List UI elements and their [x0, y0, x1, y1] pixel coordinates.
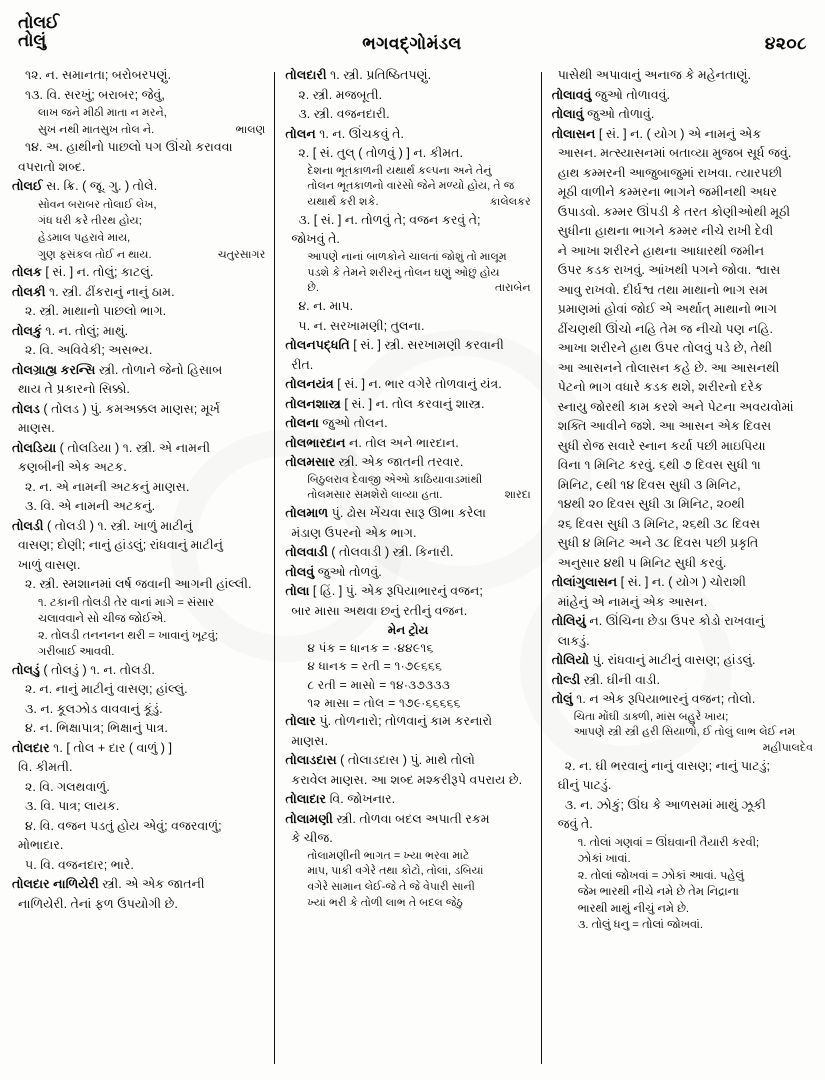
entry-headword: તોલિયું	[551, 614, 586, 628]
entry-sense: ૨. [ સં. તુલ્ ( તોળવું ) ] ન. કીમત.	[298, 146, 463, 160]
entry-continuation: વિના ૧ મિનિટ કરવું. ૬થી ૭ દિવસ સુધી ૧ા	[557, 458, 761, 472]
entry-continuation: માંહેનું એ નામનું એક આસન.	[557, 594, 708, 609]
dictionary-entry	[285, 563, 530, 582]
entry-continuation: ઉપાડવો. કમ્મર ઊંપડી કે તરત કોણીઓથી મૂઠી	[557, 204, 791, 219]
quote-text: તોલામણીની ભાગત = ખ્યા ભરવા માટે	[307, 849, 470, 862]
entry-continuation: મંડાણ ઉપરનો એક ભાગ.	[291, 525, 417, 540]
entry-continuation: કરાવેલ માણસ. આ શબ્દ મશ્કરીરૂપે વપરાય છે.	[291, 772, 523, 787]
quote-text: આપણે નાનાં બાળકોને ચાલતાં જોશું તો માલૂમ	[307, 250, 507, 263]
dictionary-entry	[12, 517, 265, 536]
entry-subsense: ૧. તોલાં ગણવાં = ઊંઘવાની તૈયારી કરવી;	[577, 836, 760, 849]
entry-definition: ( તોલડિયા ) ૧. સ્ત્રી. એ નામની	[56, 440, 211, 455]
entry-subsense: ૨. તોલડી તનનનન થરી = ખાવાનું ખૂટવું;	[38, 629, 219, 642]
measure-table-title: મેન ટ્રોય	[387, 623, 429, 637]
entry-definition: પું. રાંધવાનું માટીનું વાસણ; હાંડલું.	[589, 653, 756, 667]
entry-continuation: મોભાદાર.	[18, 838, 64, 853]
entry-definition: [ સં. ] ન. તોલ કરવાનું શાસ્ત્ર.	[340, 396, 485, 411]
citation-quote	[552, 741, 813, 757]
entry-continuation: સુધી ૪ મિનિટ અને ૩૮ દિવસ પછી પ્રકૃતિ	[557, 536, 759, 550]
quote-text: છે.	[307, 282, 319, 295]
dictionary-entry	[285, 453, 530, 472]
citation-quote	[285, 864, 530, 880]
entry-sense: ૨. વિ. ગલથવાળું.	[25, 779, 110, 794]
entry-definition: ૧. ન. તોલું; માથું.	[41, 323, 129, 338]
entry-continuation: ઘીનું પાટડું.	[557, 778, 612, 793]
subsense-continuation: ગરીબાઈ આવવી.	[38, 646, 115, 659]
entry-headword: તોલકી	[12, 284, 46, 299]
entry-definition: [ સં. ] સ્ત્રી. સરખામણી કરવાની	[349, 338, 504, 352]
running-head-left	[18, 14, 59, 51]
citation-quote	[285, 250, 530, 266]
dictionary-entry	[12, 322, 265, 341]
entry-subsense: ૩. તોલું ધનુ = તોલાં જોખવાં.	[577, 919, 704, 932]
entry-continuation: માણસ.	[18, 421, 55, 436]
entry-headword: તોલડું	[12, 662, 40, 677]
entry-headword: તોલાવવું	[551, 87, 592, 102]
verse-text: ગંધ ધરી કરે તીરથ હોય;	[38, 215, 142, 228]
entry-definition: વિ. જોખનાર.	[326, 792, 396, 807]
dictionary-entry	[12, 739, 265, 758]
entry-continuation: મિનિટ, ૯થી ૧૪ દિવસ સુધી ૩ મિનિટ,	[557, 477, 741, 492]
quote-text: બિઠુલરાવ દેવાજી એઓ કાઠિયાવાડમાંથી	[307, 473, 483, 486]
quote-text: માપ, પાકી વગેરે તથા કોટો, તોલાં, ડબિયાં	[307, 865, 484, 878]
entry-subsense: ૨. તોલાં જોખવાં = ઝોકાં આવાં. પહેલું	[577, 869, 745, 882]
dictionary-entry	[285, 434, 530, 453]
entry-sense: ૩. ન. ઝોકું; ઊંઘ કે આળસમાં માથું ઝૂકી	[564, 797, 766, 812]
citation-source: ચતુરસાગર	[217, 248, 266, 261]
quote-text: પડશે કે તેમને શરીરનું તોલન ઘણું ઓછું હોય	[307, 266, 500, 279]
entry-sense: ૩. વિ. એ નામની અટકનું.	[25, 499, 156, 514]
verse-line	[12, 230, 265, 247]
verse-text: સોવન બરાબર તોલાઈ લેખ,	[38, 198, 157, 211]
entry-headword: તોલડી	[12, 518, 44, 533]
dictionary-entry	[552, 651, 813, 670]
subsense-continuation: ઝોકાં ખાવાં.	[577, 853, 631, 866]
entry-continuation: નાળિયેરી. તેનાં ફળ ઉપયોગી છે.	[18, 896, 178, 911]
entry-definition: ૧. [ તોલ + દાર ( વાળું ) ]	[49, 740, 172, 755]
entry-definition: [ સં. ] ન. ( યોગ ) એ નામનું એક	[595, 126, 762, 141]
dictionary-entry	[552, 671, 813, 690]
citation-quote	[285, 896, 530, 912]
dictionary-entry	[285, 336, 530, 355]
quote-text: યથાર્થ કરી શકે.	[307, 196, 379, 208]
entry-definition: સ્ત્રી. તોળાને જેનો હિસાબ	[95, 362, 223, 377]
entry-continuation: જોખવું તે.	[291, 232, 340, 247]
entry-definition: સ્ત્રી. એ એક જાતની	[98, 877, 205, 892]
quote-text: તોલમસાર સમશેરો લાવ્યા હતા.	[307, 489, 443, 502]
dictionary-entry	[285, 414, 530, 433]
entry-continuation: વાસણ; દોણી; નાનું હાંડલું; રાંધવાનું માટીનું	[18, 538, 223, 553]
entry-sense: ૫. ન. સરખામણી; તુલના.	[298, 318, 425, 333]
quote-text: ચિતા મોંઘી ડાક્ળી, માંસ બહુરે ખાય;	[573, 710, 729, 723]
dictionary-entry	[285, 375, 530, 394]
entry-headword: તોલનશાસ્ત્ર	[285, 396, 341, 411]
entry-continuation: પેટનો ભાગ વધારે કડક થશે, શરીરનો દરેક	[557, 380, 763, 394]
entry-definition: ન. ઊંચિના છેડા ઉપર કોડો રાખવાનું	[585, 614, 765, 628]
entry-definition: સ્ત્રી. ઘીની વાડી.	[580, 672, 661, 687]
entry-definition: ૧. સ્ત્રી. પ્રતિષ્ઠિતપણું.	[326, 68, 432, 82]
entry-definition: ૧. સ્ત્રી. ઢીંકરાનું નાનું ઠામ.	[45, 284, 175, 299]
entry-definition: ન. તોલ અને ભારદાન.	[345, 435, 459, 450]
quote-text: આપણે સ્ત્રી સ્ત્રી હરી સિયાળો, ઈ તોલું લાભ લેઈ નમ	[573, 726, 796, 739]
dictionary-entry	[285, 582, 530, 601]
dictionary-entry	[285, 125, 530, 144]
text-column-1	[12, 66, 274, 1068]
entry-subsense: ૧. ટકાની તોલડી તેર વાનાં માગે = સંસાર	[38, 596, 215, 609]
running-head-first-word: તોલઈ	[18, 13, 59, 32]
quote-text: વગેરે સામાન લેઈ-જે તે જે વેપારી સાની	[307, 881, 475, 894]
citation-source: મહીપાલદેવ	[762, 742, 813, 754]
entry-continuation: આ આસનને તોલાસન કહે છે. આ આસનથી	[557, 360, 780, 375]
citation-quote	[285, 473, 530, 489]
dictionary-entry	[552, 86, 813, 105]
entry-definition: ( તોલવાડી ) સ્ત્રી. કિનારી.	[327, 545, 454, 559]
entry-sense: ૧૪. અ. હાથીનો પાછલો પગ ઊંચો કરાવવા	[25, 140, 233, 155]
entry-headword: તોલદારી	[285, 68, 327, 82]
entry-sense: ૩. વિ. પાત્ર; લાયક.	[25, 799, 120, 814]
entry-definition: સ. ક્રિ. ( જૂ. ગુ. ) તોલે.	[42, 179, 158, 194]
page-header	[12, 14, 813, 66]
entry-headword: તોલામણી	[285, 811, 333, 826]
dictionary-entry	[285, 66, 530, 85]
entry-continuation: લાકડું.	[557, 633, 590, 648]
entry-definition: ( તોલડ ) પું. કમઅક્કલ માણસ; મૂર્ખ	[39, 401, 221, 416]
entry-headword: તોલભારદાન	[285, 435, 346, 450]
page-number: ૪૨૦૮	[764, 34, 807, 53]
entry-continuation: હાથ કમ્મરની આજુબાજુમાં રાખવા. ત્યારપછી	[557, 165, 783, 180]
entry-continuation: કણબીની એક અટક.	[18, 460, 127, 475]
entry-continuation: અનુસાર ૪થી ૫ મિનિટ સુધી કરવું.	[557, 555, 727, 570]
dictionary-entry	[285, 712, 530, 731]
dictionary-entry	[285, 395, 530, 414]
citation-quote	[552, 725, 813, 741]
entry-continuation: પ્રમાણમાં હોવાં જોઈ એ અર્થાત્ માથાનો ભાગ	[557, 302, 777, 316]
dictionary-entry	[552, 125, 813, 144]
entry-headword: તોલમાળ	[285, 506, 329, 520]
entry-continuation: જવું તે.	[557, 817, 593, 832]
dictionary-entry	[552, 690, 813, 709]
citation-source: શારદા	[504, 489, 531, 502]
entry-definition: [ સં. ] ન. ( યોગ ) ચોરાશી	[617, 575, 746, 589]
entry-continuation: પાસેથી અપાવાનું અનાજ કે મહેનતાણું.	[557, 68, 751, 82]
verse-text: સુખ નથી માતસુખ તોલ ને.	[38, 123, 155, 136]
citation-quote	[285, 281, 530, 297]
dictionary-entry	[12, 177, 265, 196]
entry-headword: તોલવું	[285, 564, 315, 579]
dictionary-entry	[12, 439, 265, 458]
dictionary-entry	[285, 543, 530, 562]
dictionary-entry	[285, 504, 530, 523]
dictionary-entry	[285, 810, 530, 829]
citation-quote	[285, 164, 530, 180]
entry-sense: ૨. સ્ત્રી. મજબૂતી.	[298, 87, 383, 102]
running-head-last-word: તોલું	[18, 31, 46, 51]
dictionary-entry	[285, 790, 530, 809]
entry-headword: તોલદાર	[12, 740, 50, 755]
entry-continuation: થાય તે પ્રકારનો સિક્કો.	[18, 382, 130, 397]
entry-continuation: ને આખા શરીરને હાથના આધારથી જમીન	[557, 243, 765, 258]
entry-headword: તોલનયંત્ર	[285, 377, 334, 391]
subsense-continuation: જેમ ભારથી નીચે નમે છે તેમ નિદ્રાના	[577, 886, 739, 899]
entry-headword: તોલું	[551, 692, 573, 706]
entry-headword: તોલાવું	[551, 107, 584, 121]
text-column-3	[542, 66, 813, 1068]
entry-definition: જુઓ તોળવું.	[314, 564, 382, 579]
entry-headword: તોલક	[12, 265, 42, 280]
verse-text: લાખ જને મીઠી માતા ન મરને,	[38, 107, 167, 119]
entry-continuation: વિ. કીમતી.	[18, 760, 73, 775]
entry-sense: ૩. [ સં. ] ન. તોળવું તે; વજન કરવું તે;	[298, 212, 481, 227]
entry-continuation: કે ચીજ.	[291, 831, 333, 846]
entry-headword: તોલાંગુલાસન	[551, 575, 618, 589]
dictionary-entry	[12, 283, 265, 302]
dictionary-entry	[12, 361, 265, 380]
citation-quote	[285, 849, 530, 865]
entry-sense: ૪. વિ. વજન પડતું હોય એવું; વજરવાળું;	[25, 818, 222, 833]
citation-quote	[552, 710, 813, 726]
quote-text: ખ્યાં ભરી કે તોળી લાભ તે બદલ જેઠુ	[307, 896, 463, 909]
entry-continuation: સુધીના હાથના ભાગને કમ્મર નીચે રાખી દેવી	[557, 224, 774, 238]
dictionary-entry	[12, 875, 265, 894]
entry-continuation: સ્નાયુ જોરથી કામ કરશે અને પેટના અવયવોમાં	[557, 399, 794, 414]
entry-headword: તોલા	[285, 584, 310, 598]
entry-sense: ૨. ન. ઘી ભરવાનું નાનું વાસણ; નાનું પાટડું;	[564, 758, 770, 773]
entry-definition: ( તોલડી ) ૧. સ્ત્રી. ખાળું માટીનું	[43, 518, 193, 533]
entry-sense: ૩. સ્ત્રી. વજનદારી.	[298, 107, 390, 121]
measure-table-row: ૪ ધાનક = રતી = ૧·૭૯૬૬૬	[307, 659, 443, 674]
entry-sense: ૫. વિ. વજનદાર; ભારે.	[25, 857, 134, 872]
entry-continuation: ઉપર કડક રાખવું. આંખથી પગને જોવા. શ્વાસ	[557, 263, 781, 277]
entry-continuation: આસન. મત્સ્યાસનમાં બતાવ્યા મુજબ સૂર્ધ જવું.	[557, 146, 792, 160]
entry-definition: જુઓ તોળાવું.	[583, 107, 655, 121]
dictionary-entry	[552, 612, 813, 631]
verse-text: ગુણ ફસંકલ તોઈ ન થાય.	[38, 248, 152, 261]
entry-sense: ૪. ન. ભિક્ષાપાત્ર; ભિક્ષાનું પાત્ર.	[25, 721, 168, 736]
entry-definition: પું. તોળનારો; તોળવાનું કામ કરનારો	[315, 714, 493, 729]
entry-headword: તોલદાર નાળિયેરી	[12, 877, 99, 892]
entry-definition: ( તોલાડદાસ ) પું. માથે તોલો	[336, 753, 475, 768]
entry-headword: તોલડિયા	[12, 440, 57, 455]
entry-definition: પું. ઢોસ ખેંચવા સારૂ ઊભા કરેલા	[328, 506, 486, 520]
entry-continuation: આવુ રાખવો. દીર્ઘશ્વ તથા માથાનો ભાગ સમ	[557, 282, 768, 297]
citation-quote	[285, 179, 530, 195]
entry-definition: ૧. ન. ઊંચકવું તે.	[315, 126, 404, 141]
dictionary-entry	[12, 263, 265, 282]
citation-source: ભાલણ	[235, 123, 266, 136]
entry-definition: [ સં. ] ન. તોલું; કાટલું.	[41, 265, 154, 280]
verse-line	[12, 105, 265, 122]
citation-source: તારાબેન	[494, 282, 531, 295]
entry-continuation: ૧૪થી ૨૦ દિવસ સુધી ૩ા મિનિટ, ૨૦થી	[557, 497, 745, 511]
entry-definition: જુઓ તોલન.	[318, 416, 388, 430]
entry-headword: તોલના	[285, 416, 319, 430]
entry-continuation: વપરાતો શબ્દ.	[18, 159, 86, 174]
citation-source: કાલેલકર	[489, 196, 531, 208]
entry-headword: તોલાદાર	[285, 792, 327, 807]
measure-table-row: ૧૨ માસા = તોલ = ૧૭૯·૬૬૬૬૬	[307, 695, 461, 710]
entry-continuation: માણસ.	[291, 733, 328, 748]
entry-continuation: ઢીંચણથી ઊંચો નહિ તેમ જ નીચો પણ નહિ.	[557, 321, 773, 336]
entry-continuation: ૨૬ દિવસ સુધી ૩ મિનિટ, ૨૬થી ૩૮ દિવસ	[557, 516, 761, 531]
entry-sense: ૨. વિ. અવિવેકી; અસભ્ય.	[25, 343, 153, 358]
entry-continuation: મૂઠી વાળીને કમ્મરના ભાગને જમીનથી અધર	[557, 185, 778, 199]
entry-headword: તોલડ	[12, 401, 40, 416]
entry-headword: તોલિયો	[551, 653, 590, 667]
entry-sense: ૨. સ્ત્રી. સ્મશાનમાં લર્ષ જવાની આગની હાંલ્લી.	[25, 577, 252, 592]
citation-quote	[285, 195, 530, 211]
entry-sense: ૨. ન. એ નામની અટકનું માણસ.	[25, 479, 190, 494]
entry-continuation: રીત.	[291, 357, 314, 372]
subsense-continuation: ભારથી માથું નીચું નમે છે.	[577, 902, 690, 915]
citation-quote	[285, 266, 530, 282]
entry-continuation: સુધી રોજ સવારે સ્નાન કર્યા પછી માઇપિયા	[557, 438, 766, 453]
citation-quote	[285, 488, 530, 504]
entry-headword: તોલાર	[285, 714, 316, 729]
entry-headword: તોલગ્રાહ્ય કરન્સિ	[12, 362, 96, 377]
entry-continuation: ખાળું વાસણ.	[18, 557, 81, 572]
column-container	[12, 66, 813, 1068]
entry-headword: તોલ્ડી	[551, 672, 581, 687]
entry-definition: જુઓ તોળાવવું.	[591, 87, 671, 102]
citation-quote	[285, 880, 530, 896]
entry-sense: ૧૩. વિ. સરખું; બરાબર; જેવું,	[25, 87, 165, 102]
verse-line	[12, 247, 265, 264]
measure-table-row: ૪ પંક = ધાનક = ·૪૪૯૧૬	[307, 641, 434, 655]
entry-headword: તોલઈ	[12, 179, 43, 194]
dictionary-entry	[285, 751, 530, 770]
entry-sense: ૩. ન. કૂલઝોડ વાવવાનું કૂંડું.	[25, 701, 163, 716]
entry-continuation: બાર માસા અથવા છનું રતીનું વજન.	[291, 603, 468, 618]
entry-headword: તોલકું	[12, 323, 42, 338]
entry-definition: સ્ત્રી. એક જાતની તરવાર.	[335, 455, 464, 469]
entry-definition: ૧. ન એક રૂપિયાભારનું વજન; તોલો.	[572, 692, 756, 706]
verse-line	[12, 122, 265, 139]
entry-headword: તોલનપદ્ધતિ	[285, 338, 350, 352]
verse-text: હેડમાલ પહરાવે માય,	[38, 232, 131, 245]
dictionary-entry	[12, 400, 265, 419]
entry-sense: ૧૨. ન. સમાનતા; બરોબરપણું.	[25, 68, 171, 82]
entry-sense: ૨. સ્ત્રી. માથાનો પાછલો ભાગ.	[25, 304, 167, 319]
entry-sense: ૨. ન. નાનું માટીનું વાસણ; હાંલ્લું.	[25, 682, 188, 697]
text-column-2	[275, 66, 540, 1068]
subsense-continuation: ચલાવવાને સો ચીજ જોઈએ.	[38, 613, 167, 626]
dictionary-entry	[12, 661, 265, 680]
dictionary-entry	[552, 105, 813, 124]
entry-definition: ( તોલડું ) ૧. ન. તોલડી.	[39, 662, 155, 677]
quote-text: દેશના ભૂતકાળની યથાર્થ કલ્પના અને તેનું	[307, 164, 492, 177]
entry-continuation: શક્તિ આવીને જશે. આ આસન એક દિવસ	[557, 419, 772, 433]
entry-definition: [ હિં. ] પું. એક રૂપિયાભારનું વજન;	[309, 584, 483, 598]
entry-continuation: આખા શરીરને હાથ ઉપર તોલવું પડે છે, તેથી	[557, 341, 773, 355]
entry-headword: તોલમસાર	[285, 455, 336, 469]
entry-headword: તોલાસન	[551, 126, 596, 141]
entry-sense: ૪. ન. માપ.	[298, 299, 354, 313]
verse-line	[12, 213, 265, 230]
entry-definition: સ્ત્રી. તોળવા બદલ અપાતી રકમ	[332, 811, 490, 826]
entry-headword: તોલાડદાસ	[285, 753, 337, 768]
verse-line	[12, 197, 265, 214]
entry-headword: તોલન	[285, 126, 316, 141]
dictionary-entry	[552, 573, 813, 592]
entry-definition: [ સં. ] ન. ભાર વગેરે તોળવાનું યંત્ર.	[333, 377, 502, 391]
measure-table-row: ૮ રતી = માસો = ૧૪·૩૭૩૩૩	[307, 677, 451, 692]
book-title: ભગવદ્ગોમંડલ	[362, 34, 462, 53]
entry-headword: તોલવાડી	[285, 545, 328, 559]
quote-text: તોલન ભૂતકાળનો વારસો જેને મળ્યો હોય, તે જ	[307, 180, 515, 193]
